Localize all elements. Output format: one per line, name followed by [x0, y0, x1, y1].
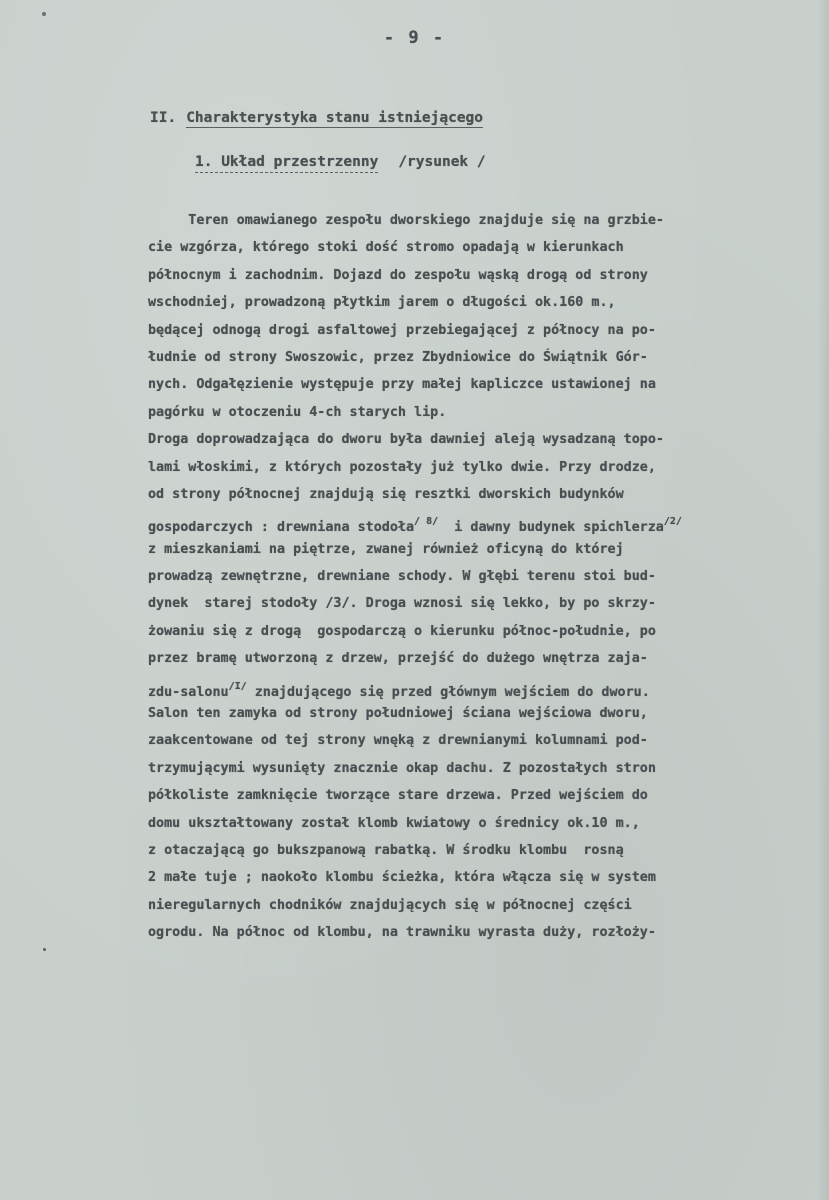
- line-text: cie wzgórza, którego stoki dość stromo opadają w kierunkach: [148, 240, 624, 256]
- corner-dot: [42, 12, 46, 16]
- text-line: [148, 234, 829, 261]
- body-text: [148, 207, 829, 947]
- text-line: [148, 837, 829, 864]
- line-text: Salon ten zamyka od strony południowej ściana wejściowa dworu,: [148, 706, 648, 722]
- text-line: [148, 426, 829, 453]
- line-text: półkoliste zamknięcie tworzące stare drzewa. Przed wejściem do: [148, 788, 648, 804]
- text-line: [148, 454, 829, 481]
- text-line: [148, 810, 829, 837]
- line-text: ogrodu. Na północ od klombu, na trawniku wyrasta duży, rozłoży-: [148, 925, 656, 941]
- page-number: - 9 -: [383, 28, 446, 48]
- text-line: [148, 317, 829, 344]
- text-line: [148, 727, 829, 754]
- line-text: nieregularnych chodników znajdujących się w północnej części: [148, 897, 632, 913]
- line-text: 2 małe tuje ; naokoło klombu ścieżka, która włącza się w system: [148, 870, 656, 886]
- text-line: [148, 536, 829, 563]
- line-text: lami włoskimi, z których pozostały już tylko dwie. Przy drodze,: [148, 459, 656, 475]
- subsection-heading: [195, 154, 486, 170]
- line-text: żowaniu się z drogą gospodarczą o kierunku północ-południe, po: [148, 623, 656, 639]
- section-title: Charakterystyka stanu istniejącego: [186, 110, 484, 126]
- text-line: [148, 508, 829, 535]
- line-text: z otaczającą go bukszpanową rabatką. W środku klombu rosną: [148, 842, 624, 858]
- footnote-marker: / 8/: [414, 516, 439, 528]
- text-line: [148, 645, 829, 672]
- line-text: z mieszkaniami na piętrze, zwanej również oficyną do której: [148, 541, 624, 557]
- line-text: gospodarczych : drewniana stodoła: [148, 520, 415, 536]
- text-line: [148, 289, 829, 316]
- text-line: [148, 919, 829, 946]
- line-text: wschodniej, prowadzoną płytkim jarem o długości ok.160 m.,: [148, 295, 616, 311]
- line-text: północnym i zachodnim. Dojazd do zespołu wąską drogą od strony: [148, 267, 648, 283]
- subsection-note: /rysunek /: [398, 154, 486, 170]
- section-heading: [150, 110, 483, 126]
- line-text: będącej odnogą drogi asfaltowej przebiegającej z północy na po-: [148, 322, 656, 338]
- text-line: [148, 399, 829, 426]
- text-line: [148, 590, 829, 617]
- text-line: [148, 371, 829, 398]
- subsection-title: 1. Układ przestrzenny: [195, 154, 378, 173]
- text-line: [148, 207, 829, 234]
- line-text: od strony północnej znajdują się resztki dworskich budynków: [148, 486, 624, 502]
- line-text: łudnie od strony Swoszowic, przez Zbydniowice do Świątnik Gór-: [148, 349, 648, 365]
- line-text-continued: znajdującego się przed głównym wejściem do dworu.: [246, 684, 650, 700]
- section-number: II.: [150, 110, 177, 126]
- line-text: Teren omawianego zespołu dworskiego znajduje się na grzbie-: [148, 213, 664, 228]
- line-text: Droga doprowadzająca do dworu była dawniej aleją wysadzaną topo-: [148, 432, 664, 448]
- line-text: prowadzą zewnętrzne, drewniane schody. W głębi terenu stoi bud-: [148, 569, 656, 585]
- text-line: [148, 673, 829, 700]
- text-line: [148, 700, 829, 727]
- line-text: zdu-salonu: [148, 684, 229, 700]
- page-edge-shadow: [817, 0, 829, 1200]
- footnote-marker: /2/: [663, 516, 682, 528]
- text-line: [148, 755, 829, 782]
- text-line: [148, 563, 829, 590]
- line-text: zaakcentowane od tej strony wnęką z drewnianymi kolumnami pod-: [148, 733, 648, 749]
- line-text: nych. Odgałęzienie występuje przy małej kapliczce ustawionej na: [148, 377, 656, 393]
- text-line: [148, 262, 829, 289]
- text-line: [148, 618, 829, 645]
- margin-dot: [43, 948, 46, 951]
- text-line: [148, 892, 829, 919]
- line-text: pagórku w otoczeniu 4-ch starych lip.: [148, 404, 447, 420]
- line-text-continued: i dawny budynek spichlerza: [438, 520, 664, 536]
- text-line: [148, 344, 829, 371]
- text-line: [148, 481, 829, 508]
- line-text: domu ukształtowany został klomb kwiatowy o średnicy ok.10 m.,: [148, 815, 640, 831]
- line-text: trzymującymi wysunięty znacznie okap dachu. Z pozostałych stron: [148, 760, 656, 776]
- line-text: dynek starej stodoły /3/. Droga wznosi się lekko, by po skrzy-: [148, 596, 656, 612]
- line-text: przez bramę utworzoną z drzew, przejść do dużego wnętrza zaja-: [148, 651, 648, 667]
- footnote-marker: /I/: [228, 680, 247, 692]
- text-line: [148, 864, 829, 891]
- text-line: [148, 782, 829, 809]
